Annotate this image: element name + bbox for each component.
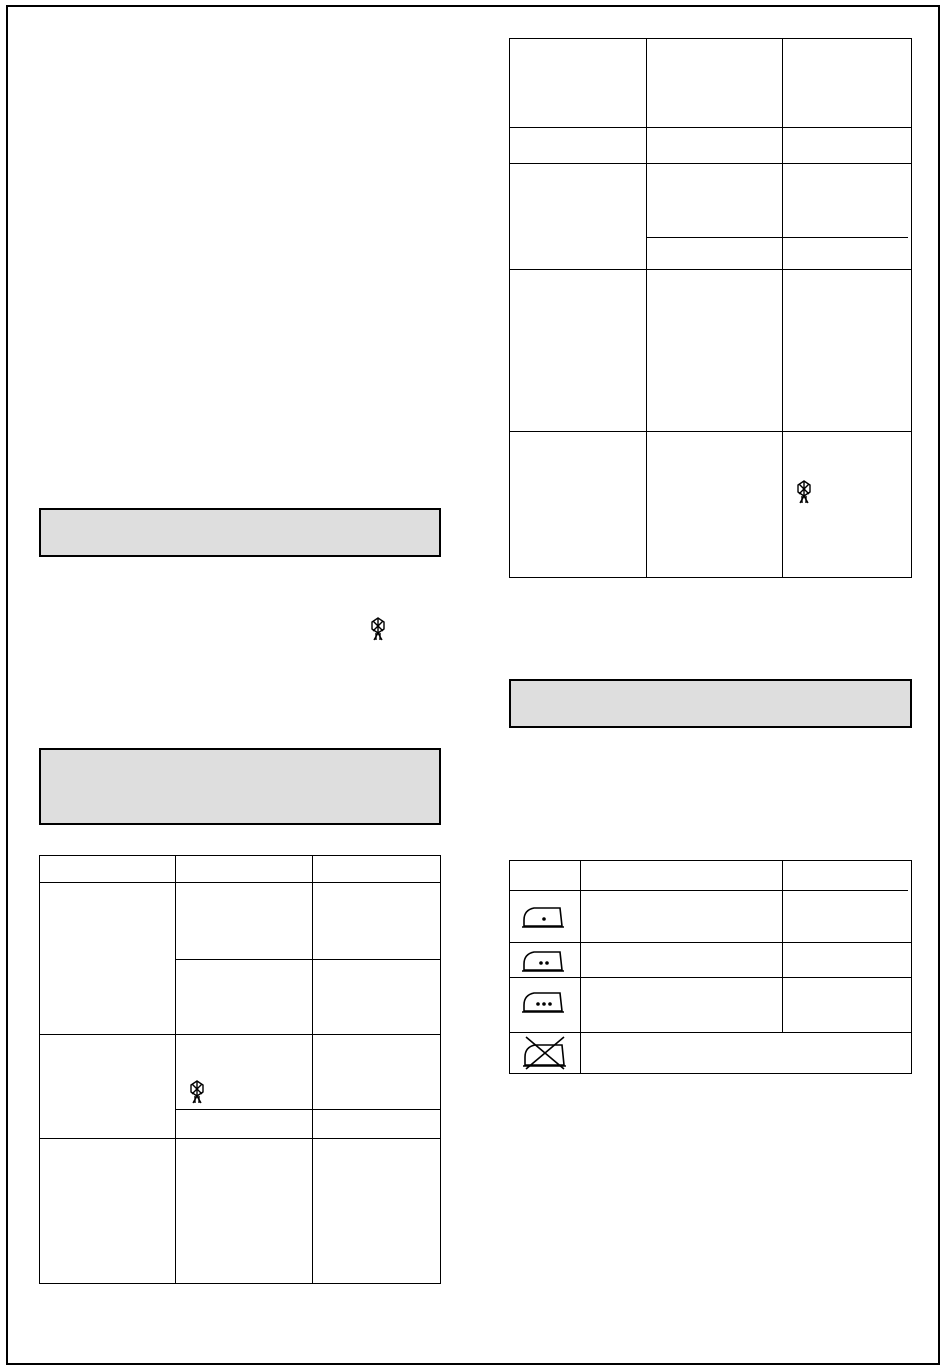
table-3-header-divider bbox=[509, 890, 908, 891]
table-2-header-divider bbox=[509, 127, 912, 128]
table-1-frame bbox=[39, 855, 441, 1284]
paragraph-1 bbox=[39, 600, 369, 640]
notice-box-3 bbox=[509, 679, 912, 728]
garment-care-washer-icon bbox=[367, 617, 389, 641]
do-not-iron-icon bbox=[520, 1035, 570, 1071]
notice-box-2 bbox=[39, 748, 441, 825]
iron-one-dot-icon bbox=[520, 900, 566, 930]
table-2-frame bbox=[509, 38, 912, 578]
table-1-header-divider bbox=[39, 882, 441, 883]
garment-care-washer-icon bbox=[793, 480, 815, 504]
iron-two-dots-icon bbox=[520, 944, 566, 974]
iron-three-dots-icon bbox=[520, 985, 566, 1015]
notice-box-1 bbox=[39, 508, 441, 557]
garment-care-washer-icon bbox=[186, 1080, 208, 1104]
